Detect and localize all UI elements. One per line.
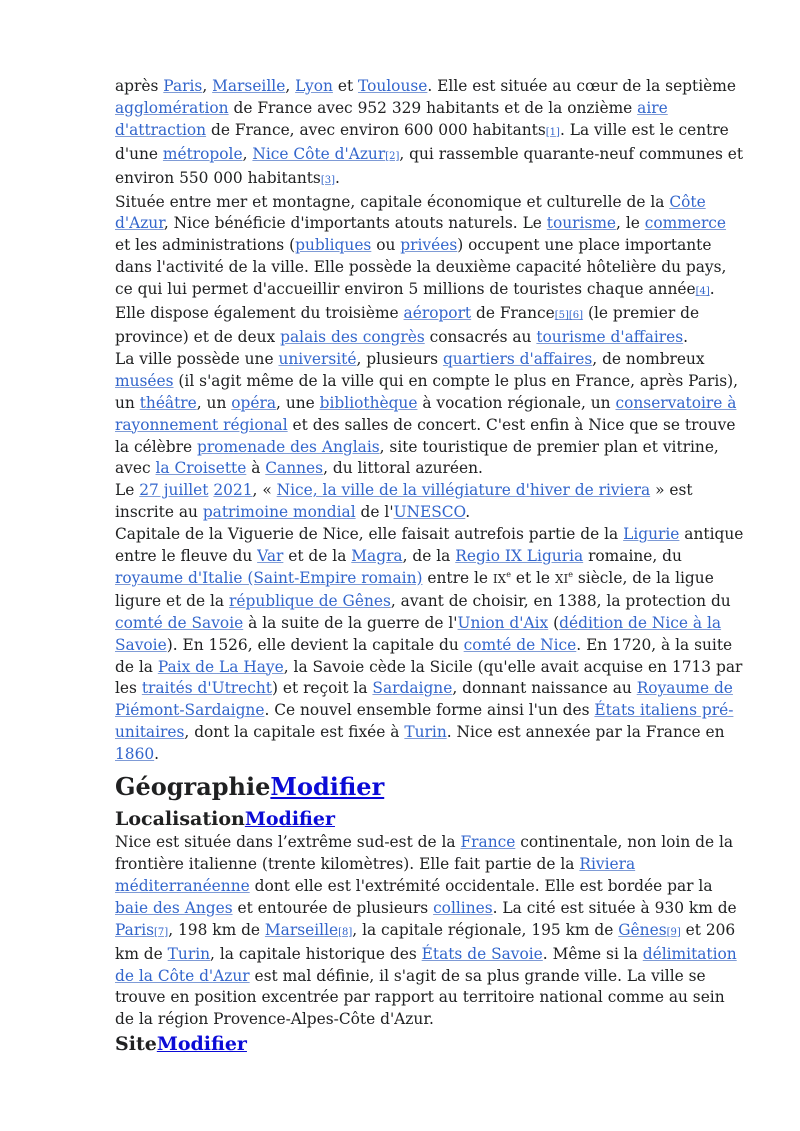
text: Nice est située dans l’extrême sud-est de la bbox=[115, 833, 461, 852]
text: à vocation régionale, un bbox=[417, 393, 616, 412]
text: (il s'agit même de la ville qui en compte le plus en France, après Paris), un bbox=[115, 371, 739, 412]
link-turin[interactable]: Turin bbox=[167, 944, 211, 963]
text: . Nice est annexée par la France en bbox=[446, 723, 725, 742]
link-villegiature[interactable]: Nice, la ville de la villégiature d'hiver de riviera bbox=[276, 481, 651, 500]
paragraph-localisation bbox=[115, 832, 745, 1031]
link-nice-cote-azur[interactable]: Nice Côte d'Azur bbox=[252, 144, 386, 163]
link-delimitation-cote-azur[interactable]: délimitation de la Côte d'Azur bbox=[115, 944, 737, 985]
text: est mal définie, il s'agit de sa plus grande ville. La ville se trouve en position excentrée par rapport au territoire national comme au sein de la région Provence-Alpes-Côte d'Azur. bbox=[115, 966, 725, 1029]
text: , bbox=[285, 77, 296, 95]
reference-link[interactable]: [6] bbox=[568, 310, 584, 322]
text: et bbox=[332, 77, 359, 95]
reference-link[interactable]: [9] bbox=[666, 926, 681, 938]
reference-link[interactable]: [2] bbox=[385, 150, 400, 162]
link-quartiers-affaires[interactable]: quartiers d'affaires bbox=[442, 349, 593, 368]
text: de France avec 952 329 habitants et de la onzième bbox=[228, 98, 638, 117]
link-baie-anges[interactable]: baie des Anges bbox=[115, 898, 233, 917]
link-paris[interactable]: Paris bbox=[115, 920, 155, 939]
text: Le bbox=[115, 481, 140, 500]
text: et 206 km de bbox=[115, 920, 736, 963]
text: . bbox=[465, 503, 471, 522]
text: La ville possède une bbox=[115, 349, 279, 368]
link-etats-italiens[interactable]: États italiens pré-unitaires bbox=[115, 701, 734, 742]
link-regio-ix-liguria[interactable]: Regio IX Liguria bbox=[455, 547, 584, 566]
text: ( bbox=[548, 613, 560, 632]
text: et des salles de concert. C'est enfin à Nice que se trouve la célèbre bbox=[115, 415, 736, 456]
link-paris[interactable]: Paris bbox=[163, 77, 203, 95]
superscript: e bbox=[568, 569, 573, 579]
link-collines[interactable]: collines bbox=[433, 898, 493, 917]
link-theatre[interactable]: théâtre bbox=[139, 393, 197, 412]
link-marseille[interactable]: Marseille bbox=[264, 920, 339, 939]
text: , avant de choisir, en 1388, la protection du bbox=[390, 591, 731, 610]
text: . bbox=[335, 168, 340, 187]
link-aeroport[interactable]: aéroport bbox=[403, 304, 472, 323]
link-genes[interactable]: Gênes bbox=[618, 920, 667, 939]
link-paix-la-haye[interactable]: Paix de La Haye bbox=[157, 657, 284, 676]
text: antique entre le fleuve du bbox=[115, 525, 744, 566]
link-var[interactable]: Var bbox=[257, 547, 284, 566]
text: après bbox=[115, 77, 164, 95]
link-sardaigne[interactable]: Sardaigne bbox=[372, 679, 453, 698]
text: ). En 1526, elle devient la capitale du bbox=[166, 635, 464, 654]
text: , de nombreux bbox=[592, 349, 705, 368]
link-comte-nice[interactable]: comté de Nice bbox=[463, 635, 577, 654]
text: de l' bbox=[355, 503, 394, 522]
link-patrimoine-mondial[interactable]: patrimoine mondial bbox=[202, 503, 356, 522]
link-publiques[interactable]: publiques bbox=[295, 236, 372, 255]
text: , la capitale régionale, 195 km de bbox=[352, 920, 619, 939]
link-france[interactable]: France bbox=[460, 833, 516, 852]
text: » est inscrite au bbox=[115, 481, 693, 522]
edit-section-link[interactable]: Modifier bbox=[244, 808, 335, 831]
link-royaume-italie[interactable]: royaume d'Italie (Saint-Empire romain) bbox=[115, 568, 423, 587]
link-aire-attraction[interactable]: aire d'attraction bbox=[115, 98, 668, 139]
paragraph-economy bbox=[115, 192, 745, 349]
text: . La ville est le centre d'une bbox=[115, 120, 729, 163]
text: , un bbox=[196, 393, 232, 412]
text: , Nice bénéficie d'importants atouts naturels. Le bbox=[163, 214, 547, 233]
text: , la capitale historique des bbox=[210, 944, 422, 963]
link-bibliotheque[interactable]: bibliothèque bbox=[319, 393, 418, 412]
text: dont elle est l'extrémité occidentale. Elle est bordée par la bbox=[249, 876, 713, 895]
link-musees[interactable]: musées bbox=[115, 371, 174, 390]
link-turin[interactable]: Turin bbox=[404, 723, 447, 742]
heading-text: Localisation bbox=[115, 808, 245, 831]
text: , de la bbox=[402, 547, 456, 566]
link-tourisme-affaires[interactable]: tourisme d'affaires bbox=[536, 327, 684, 346]
link-etats-savoie[interactable]: États de Savoie bbox=[421, 944, 543, 963]
text: , dont la capitale est fixée à bbox=[184, 723, 405, 742]
text: ) occupent une place importante dans l'activité de la ville. Elle possède la deuxième capacité hôtelière du pays, ce qui lui permet d'accueillir environ 5 millions de touristes chaque année bbox=[115, 236, 727, 299]
link-la-croisette[interactable]: la Croisette bbox=[155, 459, 247, 478]
reference-link[interactable]: [4] bbox=[695, 286, 710, 298]
link-2021[interactable]: 2021 bbox=[213, 481, 253, 500]
edit-section-link[interactable]: Modifier bbox=[156, 1033, 247, 1056]
link-cannes[interactable]: Cannes bbox=[265, 459, 324, 478]
link-riviera[interactable]: Riviera méditerranéenne bbox=[115, 855, 636, 895]
link-cote-azur[interactable]: Côte d'Azur bbox=[115, 192, 706, 233]
text: de France, avec environ 600 000 habitants bbox=[206, 120, 546, 139]
heading-text: Site bbox=[115, 1033, 157, 1056]
text: , une bbox=[276, 393, 320, 412]
text: . La cité est située à 930 km de bbox=[492, 898, 737, 917]
link-palais-congres[interactable]: palais des congrès bbox=[280, 327, 425, 346]
text: , qui rassemble quarante-neuf communes et environ 550 000 habitants bbox=[115, 144, 744, 187]
text: , « bbox=[252, 481, 277, 500]
text: , site touristique de premier plan et vitrine, avec bbox=[115, 437, 719, 478]
link-ligurie[interactable]: Ligurie bbox=[623, 525, 680, 544]
text: de France bbox=[471, 304, 555, 323]
text: siècle, de la ligue ligure et de la bbox=[115, 568, 714, 610]
link-universite[interactable]: université bbox=[278, 349, 357, 368]
paragraph-culture bbox=[115, 349, 745, 480]
link-lyon[interactable]: Lyon bbox=[295, 77, 333, 95]
link-agglomeration[interactable]: agglomération bbox=[115, 98, 229, 117]
text: et le bbox=[510, 568, 555, 587]
reference-link[interactable]: [5] bbox=[554, 310, 569, 322]
reference-link[interactable]: [8] bbox=[338, 926, 353, 938]
link-commerce[interactable]: commerce bbox=[644, 214, 727, 233]
century-numeral: XI bbox=[554, 571, 569, 586]
text: romaine, du bbox=[583, 547, 682, 566]
reference-link[interactable]: [3] bbox=[320, 174, 335, 186]
text: et de la bbox=[283, 547, 352, 566]
text: , le bbox=[616, 214, 645, 233]
text: Capitale de la Viguerie de Nice, elle faisait autrefois partie de la bbox=[115, 525, 624, 544]
text: et entourée de plusieurs bbox=[232, 898, 434, 917]
text: . bbox=[154, 745, 160, 764]
text: . Même si la bbox=[542, 944, 643, 963]
link-conservatoire[interactable]: conservatoire à rayonnement régional bbox=[115, 393, 737, 434]
link-toulouse[interactable]: Toulouse bbox=[358, 77, 428, 95]
link-metropole[interactable]: métropole bbox=[162, 144, 243, 163]
text: Située entre mer et montagne, capitale économique et culturelle de la bbox=[115, 192, 670, 211]
link-royaume-piemont-sardaigne[interactable]: Royaume de Piémont-Sardaigne bbox=[115, 679, 733, 720]
link-1860[interactable]: 1860 bbox=[115, 745, 155, 764]
link-privees[interactable]: privées bbox=[400, 236, 458, 255]
link-magra[interactable]: Magra bbox=[351, 547, 403, 566]
paragraph-unesco bbox=[115, 480, 745, 524]
text: . bbox=[683, 327, 689, 346]
century-numeral: IX bbox=[492, 571, 507, 586]
link-traites-utrecht[interactable]: traités d'Utrecht bbox=[141, 679, 272, 698]
paragraph-intro-end bbox=[115, 76, 745, 192]
text: . Elle est située au cœur de la septième bbox=[427, 77, 736, 95]
text: et les administrations ( bbox=[115, 236, 296, 255]
article-body bbox=[115, 76, 745, 1057]
heading-text: Géographie bbox=[115, 772, 271, 802]
link-marseille[interactable]: Marseille bbox=[212, 77, 286, 95]
superscript: e bbox=[506, 569, 511, 579]
text: , bbox=[202, 77, 213, 95]
text: . Ce nouvel ensemble forme ainsi l'un des bbox=[264, 701, 595, 720]
link-promenade-anglais[interactable]: promenade des Anglais bbox=[196, 437, 380, 456]
paragraph-history bbox=[115, 524, 745, 766]
edit-section-link[interactable]: Modifier bbox=[270, 772, 385, 802]
link-republique-genes[interactable]: république de Gênes bbox=[229, 591, 391, 610]
text: , bbox=[242, 144, 253, 163]
heading-geographie bbox=[115, 770, 745, 804]
heading-site bbox=[115, 1031, 745, 1057]
text: , donnant naissance au bbox=[452, 679, 637, 698]
text: , 198 km de bbox=[168, 920, 265, 939]
text: à bbox=[246, 459, 266, 478]
text: à la suite de la guerre de l' bbox=[243, 613, 458, 632]
text: (le premier de province) et de deux bbox=[115, 304, 700, 346]
link-comte-savoie[interactable]: comté de Savoie bbox=[115, 613, 244, 632]
link-27-juillet[interactable]: 27 juillet bbox=[139, 481, 209, 500]
text: . Elle dispose également du troisième bbox=[115, 280, 715, 323]
text: ou bbox=[371, 236, 401, 255]
link-opera[interactable]: opéra bbox=[231, 393, 277, 412]
text: entre le bbox=[422, 568, 493, 587]
heading-localisation bbox=[115, 806, 745, 832]
text: , plusieurs bbox=[356, 349, 443, 368]
reference-link[interactable]: [1] bbox=[545, 126, 560, 138]
link-unesco[interactable]: UNESCO bbox=[393, 503, 466, 522]
text: . En 1720, à la suite de la bbox=[115, 635, 733, 676]
reference-link[interactable]: [7] bbox=[154, 926, 169, 938]
text: consacrés au bbox=[424, 327, 537, 346]
link-dedition-nice[interactable]: dédition de Nice à la Savoie bbox=[115, 613, 722, 654]
text: , la Savoie cède la Sicile (qu'elle avait acquise en 1713 par les bbox=[115, 657, 743, 698]
text: , du littoral azuréen. bbox=[323, 459, 483, 478]
link-tourisme[interactable]: tourisme bbox=[546, 214, 617, 233]
text: ) et reçoit la bbox=[271, 679, 373, 698]
link-union-aix[interactable]: Union d'Aix bbox=[457, 613, 549, 632]
text: continentale, non loin de la frontière italienne (trente kilomètres). Elle fait partie de la bbox=[115, 833, 734, 873]
